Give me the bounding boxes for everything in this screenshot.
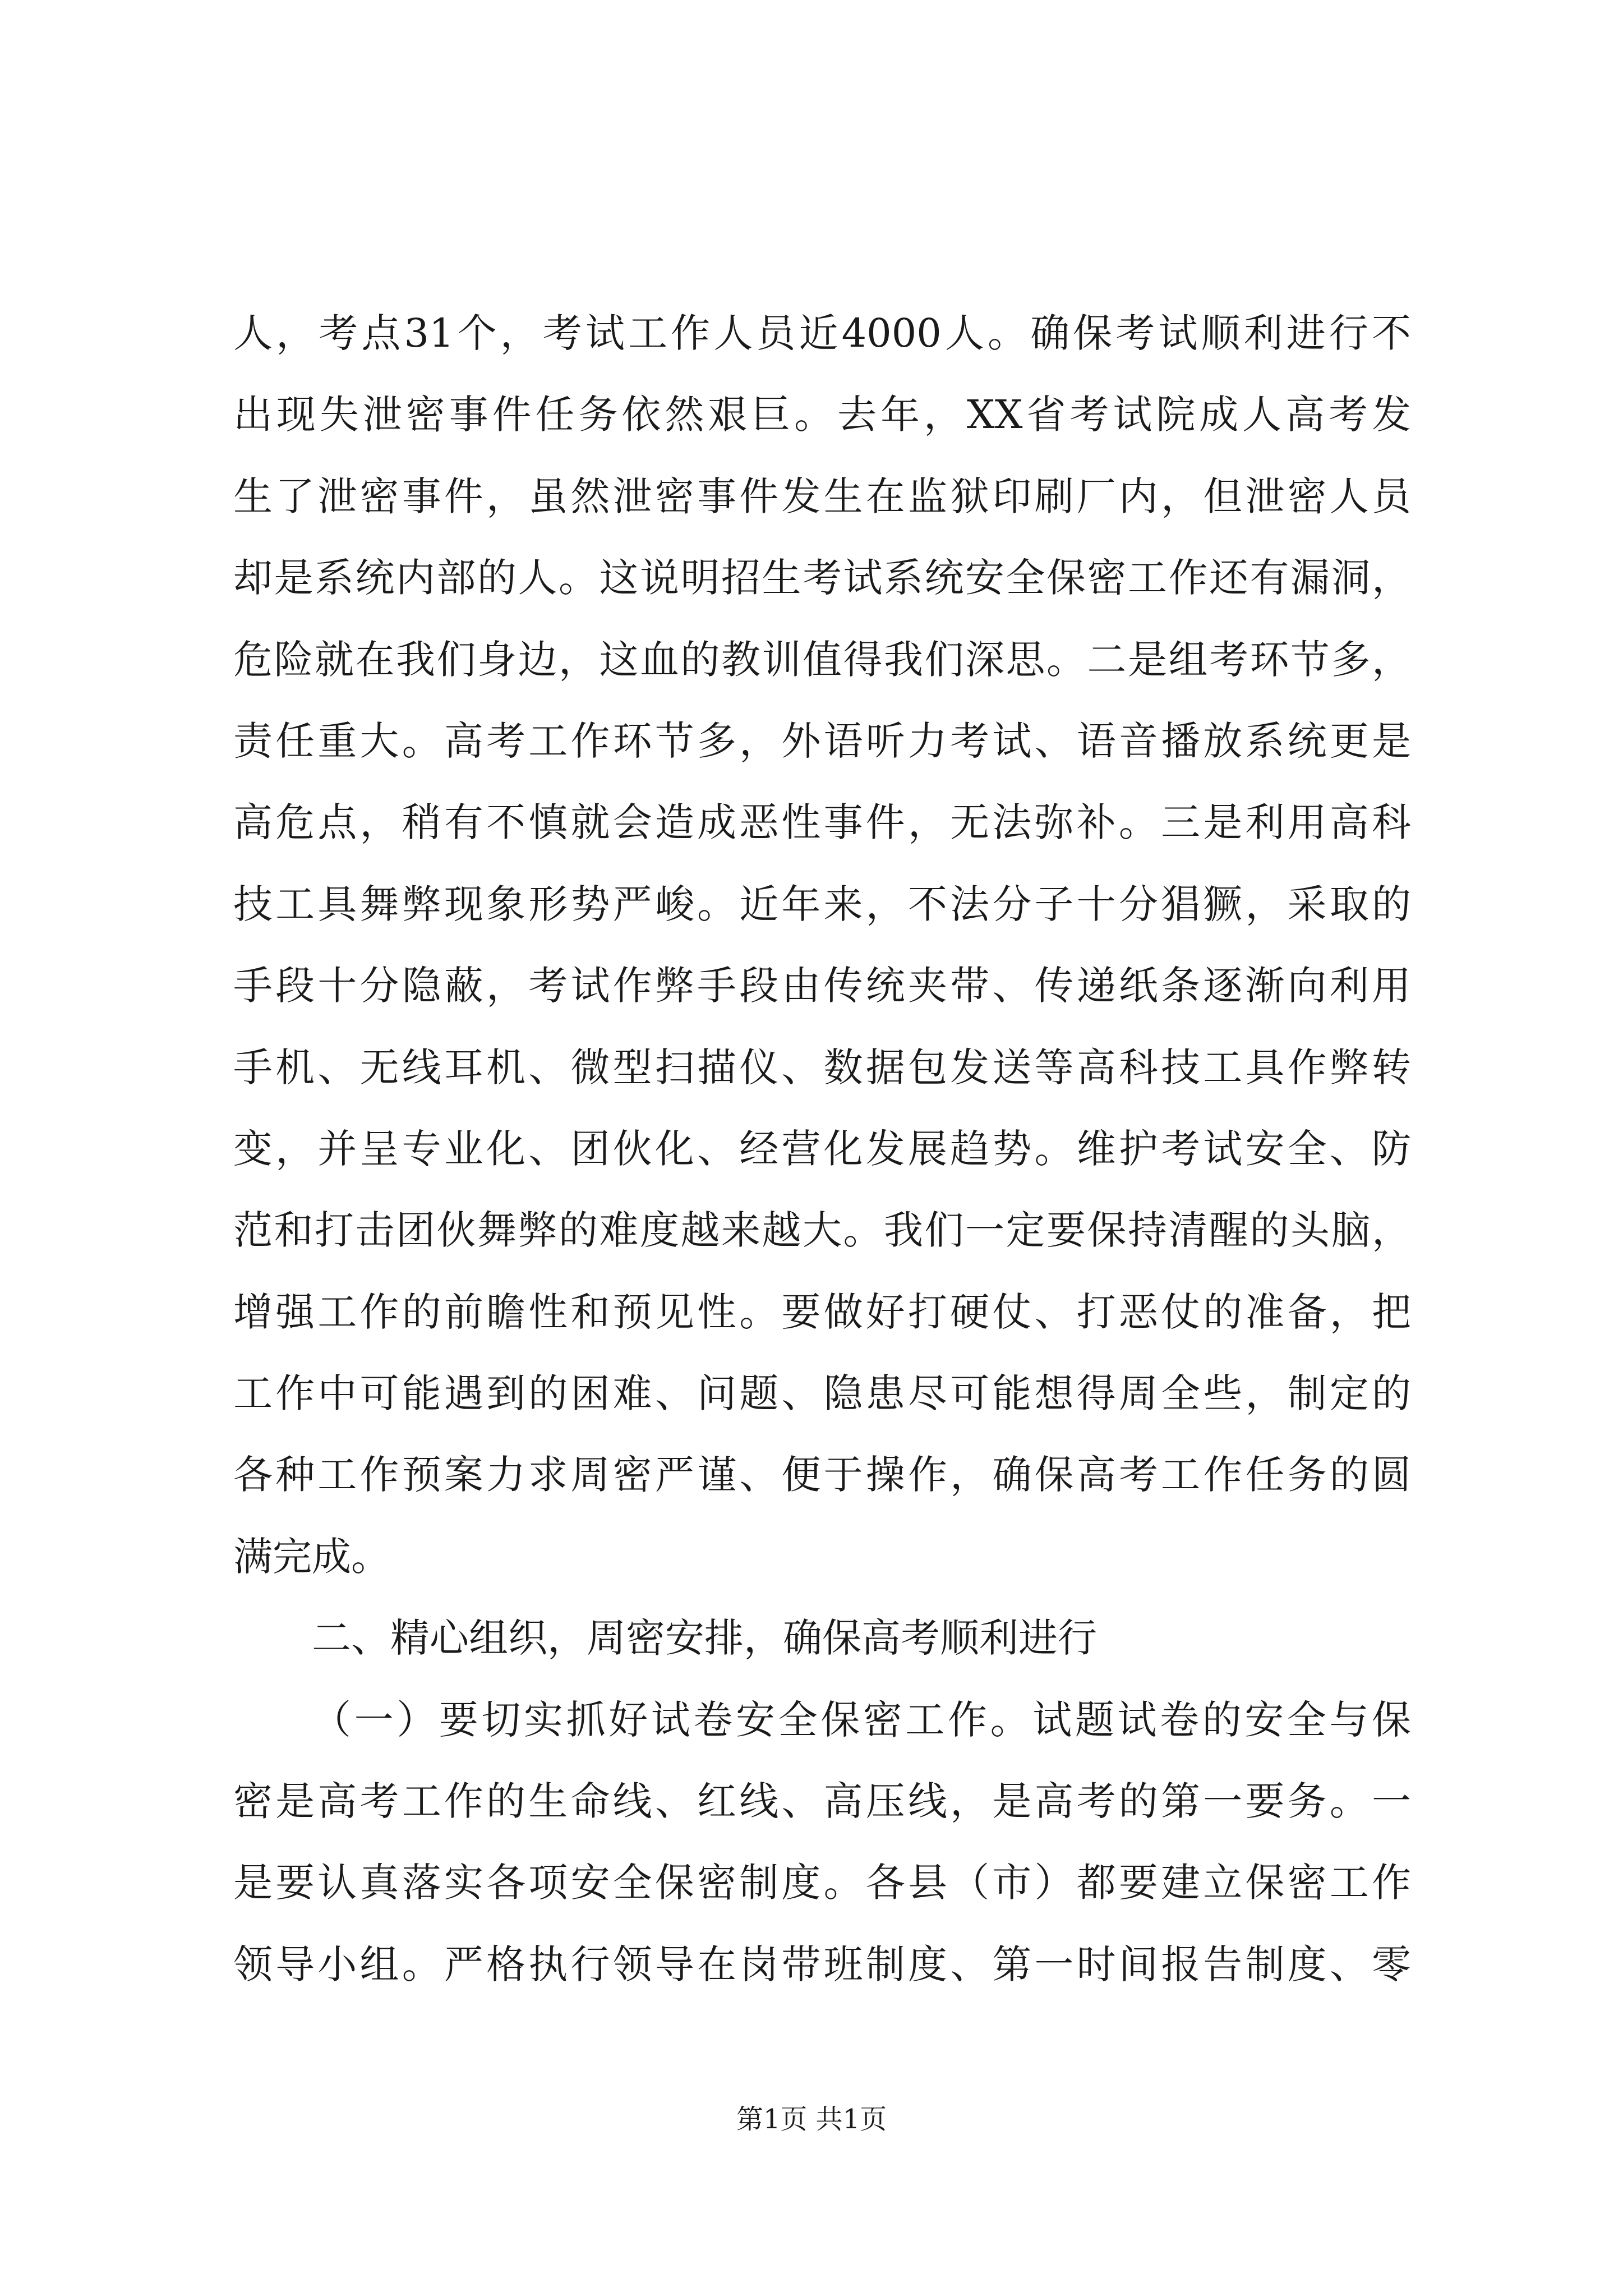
page-footer: 第1页 共1页 bbox=[736, 2104, 887, 2135]
text-line: 出现失泄密事件任务依然艰巨。去年，XX省考试院成人高考发 bbox=[233, 392, 1411, 438]
text-line: （一）要切实抓好试卷安全保密工作。试题试卷的安全与保 bbox=[312, 1696, 1411, 1743]
text-line: 范和打击团伙舞弊的难度越来越大。我们一定要保持清醒的头脑， bbox=[233, 1207, 1411, 1254]
text-line: 是要认真落实各项安全保密制度。各县（市）都要建立保密工作 bbox=[233, 1860, 1411, 1906]
text-line: 却是系统内部的人。这说明招生考试系统安全保密工作还有漏洞， bbox=[233, 555, 1411, 601]
text-line: 增强工作的前瞻性和预见性。要做好打硬仗、打恶仗的准备，把 bbox=[233, 1289, 1411, 1335]
text-line: 技工具舞弊现象形势严峻。近年来，不法分子十分猖獗，采取的 bbox=[233, 881, 1411, 927]
text-line: 各种工作预案力求周密严谨、便于操作，确保高考工作任务的圆 bbox=[233, 1452, 1411, 1498]
text-line: 密是高考工作的生命线、红线、高压线，是高考的第一要务。一 bbox=[233, 1778, 1411, 1825]
text-line: 责任重大。高考工作环节多，外语听力考试、语音播放系统更是 bbox=[233, 717, 1411, 764]
text-line: 工作中可能遇到的困难、问题、隐患尽可能想得周全些，制定的 bbox=[233, 1370, 1411, 1417]
text-line: 手机、无线耳机、微型扫描仪、数据包发送等高科技工具作弊转 bbox=[233, 1044, 1411, 1091]
text-line: 人，考点31个，考试工作人员近4000人。确保考试顺利进行不 bbox=[233, 310, 1411, 356]
text-line: 领导小组。严格执行领导在岗带班制度、第一时间报告制度、零 bbox=[233, 1941, 1411, 1987]
body-text bbox=[233, 293, 1411, 2005]
text-line: 满完成。 bbox=[233, 1533, 390, 1580]
text-line: 变，并呈专业化、团伙化、经营化发展趋势。维护考试安全、防 bbox=[233, 1125, 1411, 1172]
text-line: 危险就在我们身边，这血的教训值得我们深思。二是组考环节多， bbox=[233, 636, 1411, 683]
text-line: 生了泄密事件，虽然泄密事件发生在监狱印刷厂内，但泄密人员 bbox=[233, 473, 1411, 519]
section-heading: 二、精心组织，周密安排，确保高考顺利进行 bbox=[312, 1615, 1097, 1662]
text-line: 高危点，稍有不慎就会造成恶性事件，无法弥补。三是利用高科 bbox=[233, 799, 1411, 846]
text-line: 手段十分隐蔽，考试作弊手段由传统夹带、传递纸条逐渐向利用 bbox=[233, 963, 1411, 1009]
